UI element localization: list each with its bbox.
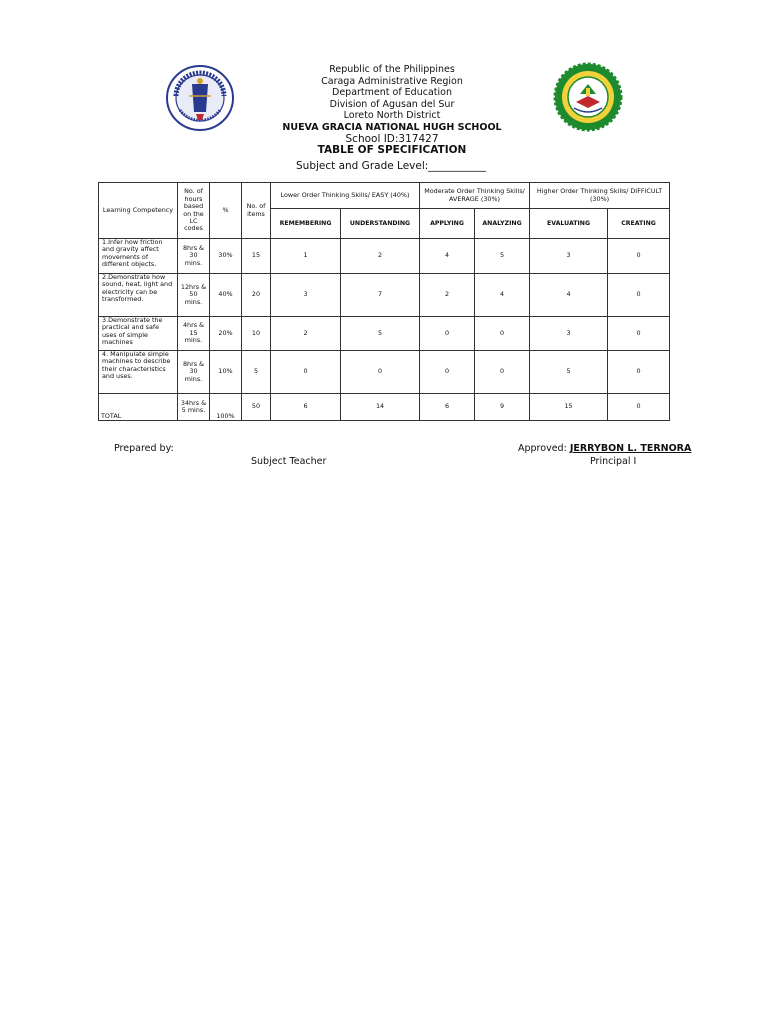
- header-line-republic: Republic of the Philippines: [329, 64, 455, 75]
- header-items: No. of items: [242, 183, 271, 239]
- creating-cell: 0: [608, 274, 670, 317]
- remembering-cell: 2: [271, 317, 341, 351]
- header-analyzing: ANALYZING: [475, 209, 530, 239]
- understanding-cell: 7: [341, 274, 420, 317]
- approved-by: [518, 443, 691, 454]
- total-analyzing-cell: 9: [475, 394, 530, 421]
- header-higher-order: Higher Order Thinking Skills/ DIFFICULT (30%): [530, 183, 670, 209]
- competency-cell: 3.Demonstrate the practical and safe uses of simple machines: [99, 317, 178, 351]
- analyzing-cell: 0: [475, 351, 530, 394]
- school-name: NUEVA GRACIA NATIONAL HUGH SCHOOL: [282, 121, 502, 133]
- competency-cell: 1.Infer how friction and gravity affect movements of different objects.: [99, 239, 178, 274]
- header-moderate-order: Moderate Order Thinking Skills/ AVERAGE (30%): [420, 183, 530, 209]
- header-line-district: Loreto North District: [343, 110, 441, 122]
- remembering-cell: 3: [271, 274, 341, 317]
- hours-cell: 8hrs & 30 mins.: [178, 351, 210, 394]
- applying-cell: 2: [420, 274, 475, 317]
- applying-cell: 0: [420, 351, 475, 394]
- analyzing-cell: 4: [475, 274, 530, 317]
- header-line-division: Division of Agusan del Sur: [329, 98, 455, 110]
- header-creating: CREATING: [608, 209, 670, 239]
- header-understanding: UNDERSTANDING: [341, 209, 420, 239]
- approver-name: JERRYBON L. TERNORA: [569, 443, 692, 454]
- evaluating-cell: 3: [530, 239, 608, 274]
- total-label-cell: TOTAL: [99, 394, 178, 421]
- evaluating-cell: 5: [530, 351, 608, 394]
- hours-cell: 4hrs & 15 mins.: [178, 317, 210, 351]
- creating-cell: 0: [608, 351, 670, 394]
- header-evaluating: EVALUATING: [530, 209, 608, 239]
- applying-cell: 4: [420, 239, 475, 274]
- table-of-specification: [98, 182, 670, 421]
- header-percent: %: [210, 183, 242, 239]
- applying-cell: 0: [420, 317, 475, 351]
- understanding-cell: 0: [341, 351, 420, 394]
- total-applying-cell: 6: [420, 394, 475, 421]
- subject-grade-level: Subject and Grade Level:___________: [296, 160, 487, 172]
- evaluating-cell: 3: [530, 317, 608, 351]
- prepared-by-label: Prepared by:: [114, 443, 174, 454]
- percent-cell: 20%: [210, 317, 242, 351]
- total-understanding-cell: 14: [341, 394, 420, 421]
- document-header: [230, 64, 554, 157]
- principal-title: Principal I: [590, 456, 637, 467]
- hours-cell: 12hrs & 50 mins.: [178, 274, 210, 317]
- total-items-cell: 50: [242, 394, 271, 421]
- header-line-region: Caraga Administrative Region: [321, 75, 463, 87]
- total-percent-cell: 100%: [210, 394, 242, 421]
- header-learning-competency: Learning Competency: [99, 183, 178, 239]
- analyzing-cell: 5: [475, 239, 530, 274]
- analyzing-cell: 0: [475, 317, 530, 351]
- remembering-cell: 1: [271, 239, 341, 274]
- competency-cell: 4. Manipulate simple machines to describe their characteristics and uses.: [99, 351, 178, 394]
- total-hours-cell: 34hrs & 5 mins.: [178, 394, 210, 421]
- understanding-cell: 2: [341, 239, 420, 274]
- school-id: School ID:317427: [345, 132, 439, 145]
- items-cell: 15: [242, 239, 271, 274]
- header-lower-order: Lower Order Thinking Skills/ EASY (40%): [271, 183, 420, 209]
- evaluating-cell: 4: [530, 274, 608, 317]
- table-row: [99, 274, 670, 317]
- percent-cell: 40%: [210, 274, 242, 317]
- header-applying: APPLYING: [420, 209, 475, 239]
- remembering-cell: 0: [271, 351, 341, 394]
- header-hours: No. of hours based on the LC codes: [178, 183, 210, 239]
- total-evaluating-cell: 15: [530, 394, 608, 421]
- percent-cell: 30%: [210, 239, 242, 274]
- school-seal-logo: [552, 62, 624, 132]
- items-cell: 10: [242, 317, 271, 351]
- table-row: [99, 239, 670, 274]
- document-title: TABLE OF SPECIFICATION: [317, 144, 467, 157]
- total-creating-cell: 0: [608, 394, 670, 421]
- competency-cell: 2.Demonstrate how sound, heat, light and electricity can be transformed.: [99, 274, 178, 317]
- hours-cell: 8hrs & 30 mins.: [178, 239, 210, 274]
- table-row: [99, 351, 670, 394]
- understanding-cell: 5: [341, 317, 420, 351]
- table-row: [99, 317, 670, 351]
- total-row: [99, 394, 670, 421]
- items-cell: 5: [242, 351, 271, 394]
- total-remembering-cell: 6: [271, 394, 341, 421]
- creating-cell: 0: [608, 317, 670, 351]
- items-cell: 20: [242, 274, 271, 317]
- header-remembering: REMEMBERING: [271, 209, 341, 239]
- approved-label: Approved:: [518, 443, 567, 454]
- header-line-department: Department of Education: [332, 87, 452, 99]
- subject-teacher-label: Subject Teacher: [251, 456, 327, 467]
- creating-cell: 0: [608, 239, 670, 274]
- percent-cell: 10%: [210, 351, 242, 394]
- deped-seal-logo: [162, 64, 238, 132]
